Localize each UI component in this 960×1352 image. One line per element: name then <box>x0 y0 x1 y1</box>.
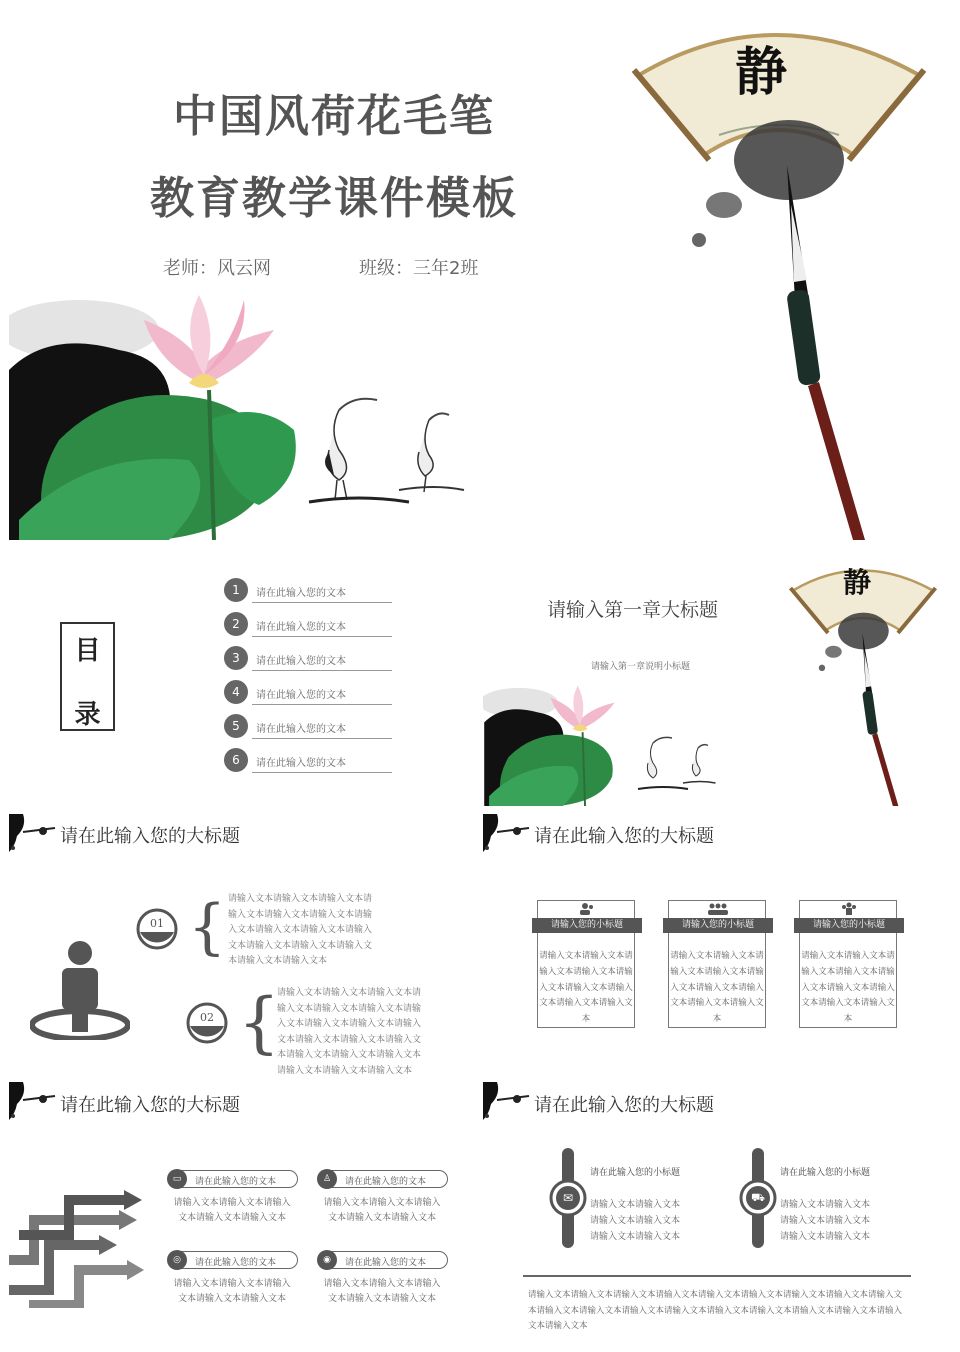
car-icon: ⛟ <box>751 1191 765 1204</box>
cranes-illustration <box>299 390 479 520</box>
monitor-icon: ▭ <box>167 1169 187 1189</box>
pill-text: 请在此输入您的文本 <box>345 1258 427 1268</box>
cover-title-line1: 中国风荷花毛笔 <box>173 91 495 142</box>
fan-calligraphy: 静 <box>843 566 872 599</box>
section-heading: 请在此输入您的大标题 <box>534 1095 714 1116</box>
card-label: 请输入您的小标题 <box>663 918 773 933</box>
item-number-01: 01 <box>150 917 164 930</box>
toc-number-badge: 2 <box>224 612 248 636</box>
ink-brush-mark <box>483 1082 533 1122</box>
brush-ink-illustration <box>813 608 923 806</box>
footer-text: 请输入文本请输入文本请输入文本请输入文本请输入文本请输入文本请输入文本请输入文本请输入文本请输入文本请输入文本请输入文本请输入文本请输入文本请输入文本请输入文本请输入文本请输入文本请输入文本 <box>528 1290 903 1331</box>
divider <box>523 1275 911 1277</box>
person-icon <box>30 940 130 1040</box>
info-card <box>668 900 766 1028</box>
toc-item-label: 请在此输入您的文本 <box>256 690 346 701</box>
divider <box>252 772 392 773</box>
dial-title: 请在此输入您的小标题 <box>590 1168 681 1178</box>
card-body: 请输入文本请输入文本请输入文本请输入文本请输入文本请输入文本请输入文本请输入文本请输入文本 <box>670 951 764 1025</box>
toc-title-box <box>60 622 115 731</box>
brush-ink-illustration <box>689 110 909 540</box>
mail-icon: ✉ <box>562 1191 574 1205</box>
ink-brush-mark <box>483 814 533 854</box>
divider <box>252 636 392 637</box>
target-icon: ◎ <box>167 1250 187 1270</box>
team-icon <box>841 902 857 915</box>
lotus-ink-illustration <box>483 683 633 806</box>
toc-item[interactable] <box>224 680 394 706</box>
info-card <box>537 900 635 1028</box>
divider <box>252 738 392 739</box>
chat-icon: ◉ <box>317 1250 337 1270</box>
divider <box>252 704 392 705</box>
people-icon: ♙ <box>317 1169 337 1189</box>
stair-arrows-graphic <box>9 1190 144 1308</box>
pill-label[interactable] <box>318 1251 448 1269</box>
divider <box>252 602 392 603</box>
card-body: 请输入文本请输入文本请输入文本请输入文本请输入文本请输入文本请输入文本请输入文本请输入文本 <box>801 951 895 1025</box>
toc-title-char-2: 录 <box>74 700 101 730</box>
chapter-title: 请输入第一章大标题 <box>547 599 719 621</box>
pill-label[interactable] <box>168 1170 298 1188</box>
toc-item[interactable] <box>224 612 394 638</box>
dial-text: 请输入文本请输入文本请输入文本请输入文本请输入文本请输入文本 <box>780 1200 871 1242</box>
toc-item-label: 请在此输入您的文本 <box>256 622 346 633</box>
toc-title-char-1: 目 <box>74 636 101 666</box>
brace: { <box>238 984 280 1061</box>
toc-number-badge: 4 <box>224 680 248 704</box>
cover-title-line2: 教育教学课件模板 <box>150 173 518 224</box>
dial-text: 请输入文本请输入文本请输入文本请输入文本请输入文本请输入文本 <box>590 1200 681 1242</box>
divider <box>252 670 392 671</box>
class-label: 班级：三年2班 <box>359 258 479 279</box>
toc-number-badge: 6 <box>224 748 248 772</box>
toc-item[interactable] <box>224 646 394 672</box>
section-heading: 请在此输入您的大标题 <box>534 826 714 847</box>
user-icon <box>578 903 596 915</box>
teacher-label: 老师：风云网 <box>163 258 271 279</box>
chapter-slide <box>483 563 951 806</box>
brace: { <box>188 892 227 962</box>
chapter-subtitle: 请输入第一章说明小标题 <box>591 662 691 672</box>
item-text: 请输入文本请输入文本请输入文本请输入文本请输入文本 <box>323 1198 441 1223</box>
toc-item-label: 请在此输入您的文本 <box>256 758 346 769</box>
card-body: 请输入文本请输入文本请输入文本请输入文本请输入文本请输入文本请输入文本请输入文本请输入文本 <box>539 951 633 1025</box>
item-text: 请输入文本请输入文本请输入文本请输入文本请输入文本 <box>323 1279 441 1304</box>
pill-label[interactable] <box>318 1170 448 1188</box>
toc-item-label: 请在此输入您的文本 <box>256 588 346 599</box>
info-card <box>799 900 897 1028</box>
toc-item-label: 请在此输入您的文本 <box>256 724 346 735</box>
toc-item[interactable] <box>224 578 394 604</box>
cover-slide <box>9 0 951 540</box>
group-icon <box>707 903 729 915</box>
toc-item[interactable] <box>224 714 394 740</box>
toc-number-badge: 3 <box>224 646 248 670</box>
toc-item-label: 请在此输入您的文本 <box>256 656 346 667</box>
toc-item[interactable] <box>224 748 394 774</box>
item-text: 请输入文本请输入文本请输入文本请输入文本请输入文本 <box>173 1198 291 1223</box>
dial-title: 请在此输入您的小标题 <box>780 1168 871 1178</box>
toc-number-badge: 5 <box>224 714 248 738</box>
ink-brush-mark <box>9 1082 59 1122</box>
pill-text: 请在此输入您的文本 <box>345 1177 427 1187</box>
section-heading: 请在此输入您的大标题 <box>60 1095 240 1116</box>
pill-text: 请在此输入您的文本 <box>195 1258 277 1268</box>
item-text: 请输入文本请输入文本请输入文本请输入文本请输入文本 <box>173 1279 291 1304</box>
toc-number-badge: 1 <box>224 578 248 602</box>
ink-brush-mark <box>9 814 59 854</box>
card-label: 请输入您的小标题 <box>532 918 642 933</box>
item-number-02: 02 <box>200 1011 214 1024</box>
lotus-ink-illustration <box>9 290 309 540</box>
pill-text: 请在此输入您的文本 <box>195 1177 277 1187</box>
item-text-01: 请输入文本请输入文本请输入文本请输入文本请输入文本请输入文本请输入文本请输入文本请输入文本请输入文本请输入文本请输入文本请输入文本请输入文本请输入文本 <box>228 894 373 967</box>
cranes-illustration <box>633 733 723 798</box>
fan-calligraphy: 静 <box>735 42 788 103</box>
section-heading: 请在此输入您的大标题 <box>60 826 240 847</box>
card-label: 请输入您的小标题 <box>794 918 904 933</box>
item-text-02: 请输入文本请输入文本请输入文本请输入文本请输入文本请输入文本请输入文本请输入文本请输入文本请输入文本请输入文本请输入文本请输入文本请输入文本请输入文本请输入文本请输入文本请输入文本请输入文本 <box>277 988 422 1076</box>
pill-label[interactable] <box>168 1251 298 1269</box>
